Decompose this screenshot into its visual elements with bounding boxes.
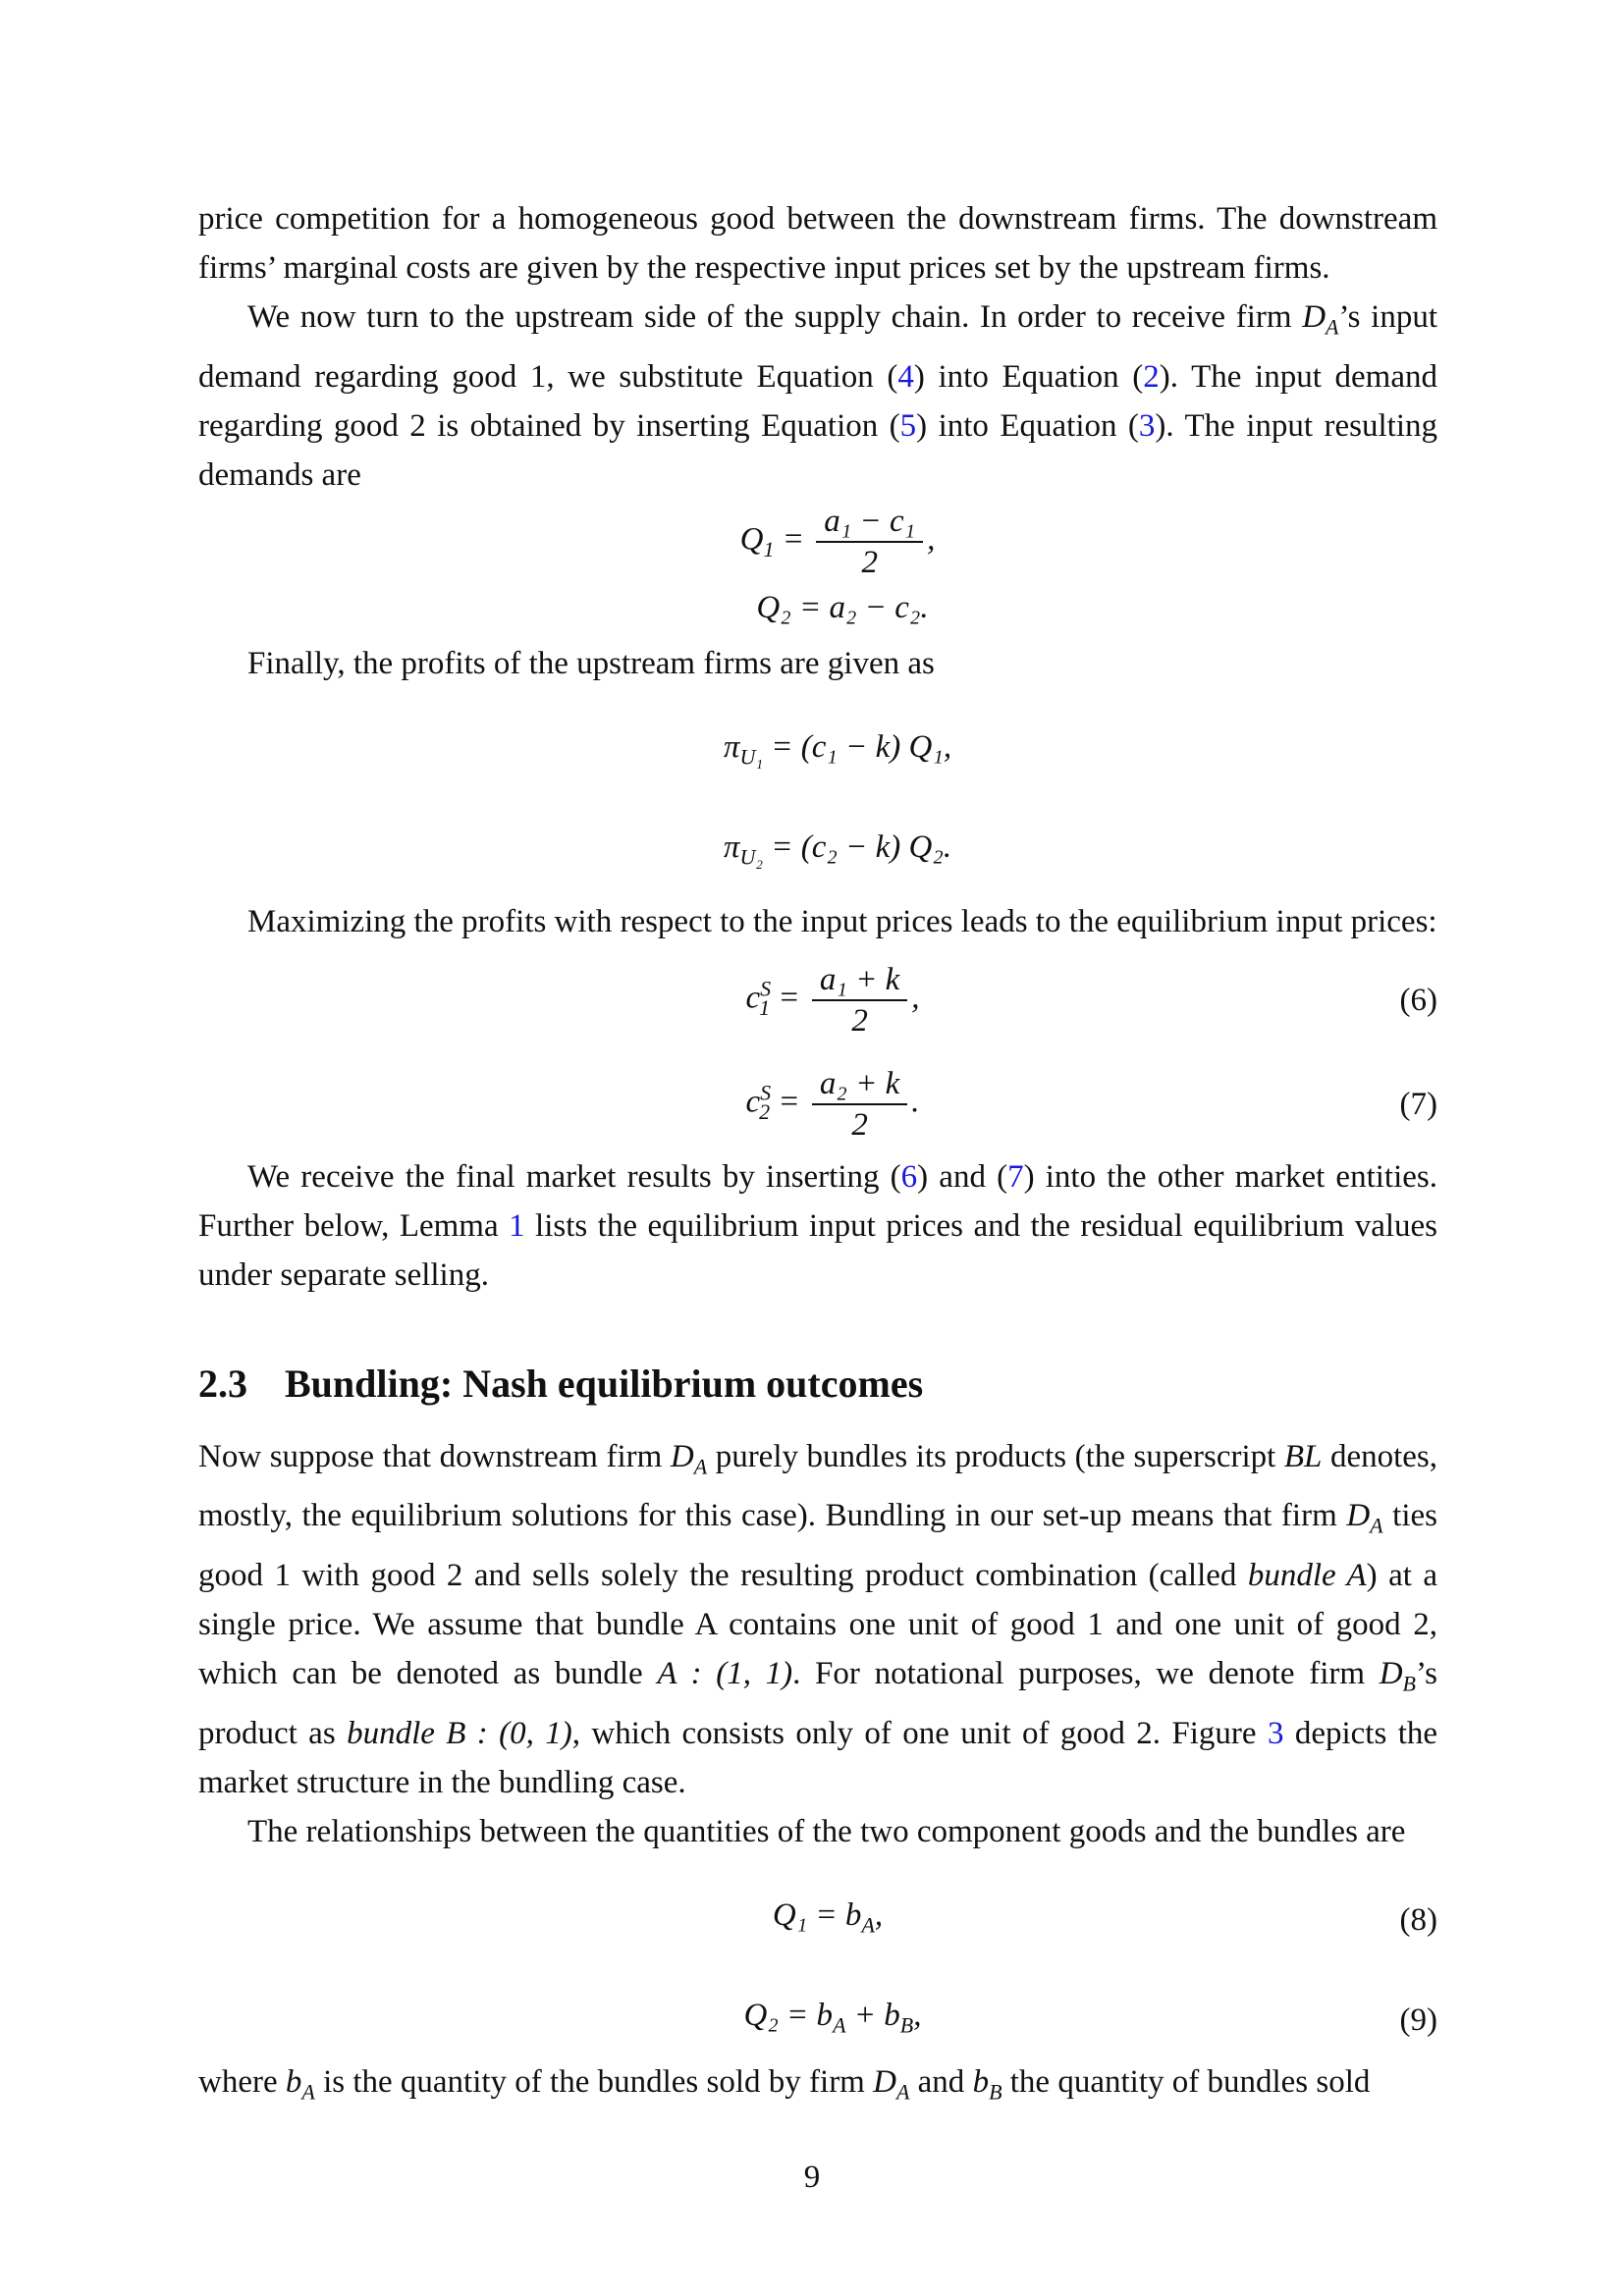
- section-number: 2.3: [198, 1361, 247, 1406]
- equation-number-6: (6): [1399, 982, 1437, 1018]
- equation-number-9: (9): [1399, 2002, 1437, 2039]
- paragraph-where: where $b_A$ is the quantity of the bundles sold by firm $D_A$ and $b_B$ the quantity of bundles sold: [198, 2063, 1371, 2105]
- equation-ref-2[interactable]: 2: [1143, 358, 1160, 395]
- paragraph-upstream: We now turn to the upstream side of the supply chain. In order to receive firm $D_A’s$ input demand regarding good 1, we substitute Equation (4) into Equation (2). The input demand regarding good 2 is obtained by inserting Equation (5) into Equation (3). The input resulting demands are: [198, 299, 1437, 493]
- equation-profit-u1: $\pi_{U_1} = (c_1 - k)$ Q₁,: [723, 728, 952, 770]
- equation-demand-q2: Q₂ = a₂ − c₂.: [756, 589, 929, 625]
- paragraph-profits: Finally, the profits of the upstream firms are given as: [247, 645, 935, 681]
- equation-ref-7[interactable]: 7: [1007, 1158, 1024, 1195]
- equation-ref-3[interactable]: 3: [1138, 407, 1156, 444]
- equation-number-7: (7): [1399, 1086, 1437, 1122]
- equation-ref-5[interactable]: 5: [899, 407, 917, 444]
- paragraph-maximizing: Maximizing the profits with respect to the input prices leads to the equilibrium input prices:: [247, 903, 1437, 939]
- equation-8: $Q_1 = b_A$, (8): [772, 1896, 1437, 1938]
- equation-ref-4[interactable]: 4: [897, 358, 914, 395]
- equation-7: $c^S_2$ = $\frac{\text{a₂ + k}}{2}$ . (7): [745, 1065, 1437, 1143]
- paper-page: [198, 194, 1437, 2116]
- equation-9: $Q_2 = b_A + b_B$, (9): [743, 1998, 1437, 2039]
- paragraph-final-results: We receive the final market results by inserting (6) and (7) into the other market entities. Further below, Lemma 1 lists the equilibrium input prices and the residual equilibrium values under separate selling.: [198, 1158, 1437, 1293]
- equation-demand-q1: $Q_1$ = $\frac{\text{a₁ − c₁}}{2}$ ,: [739, 503, 936, 580]
- figure-ref-3[interactable]: 3: [1267, 1715, 1284, 1751]
- section-heading: [198, 1361, 1437, 1407]
- equation-ref-6[interactable]: 6: [900, 1158, 918, 1195]
- equation-6: $c^S_1$ = $\frac{\text{a₁ + k}}{2}$ , (6): [745, 961, 1437, 1039]
- paragraph-continuation: price competition for a homogeneous good between the downstream firms. The downstream firms’ marginal costs are given by the respective input prices set by the upstream firms.: [198, 201, 1437, 286]
- paragraph-bundling: Now suppose that downstream firm $D_A$ purely bundles its products (the superscript BL denotes, mostly, the equilibrium solutions for this case). Bundling in our set-up means that firm $D_A$ ties good 1 with good 2 and sells solely the resulting product combination (called bundle A) at a single price. We assume that bundle A contains one unit of good 1 and one unit of good 2, which can be denoted as bundle A : (1, 1). For notational purposes, we denote firm $D_B’s$ product as bundle B : (0, 1), which consists only of one unit of good 2. Figure 3 depicts the market structure in the bundling case.: [198, 1438, 1438, 1800]
- equation-profit-u2: $\pi_{U_2} = (c_2 - k)$ Q₂.: [723, 829, 952, 870]
- page-number: 9: [803, 2160, 821, 2195]
- section-title: Bundling: Nash equilibrium outcomes: [285, 1361, 924, 1406]
- paragraph-relationships: The relationships between the quantities of the two component goods and the bundles are: [247, 1813, 1406, 1849]
- lemma-ref-1[interactable]: 1: [509, 1207, 525, 1244]
- equation-number-8: (8): [1399, 1901, 1437, 1938]
